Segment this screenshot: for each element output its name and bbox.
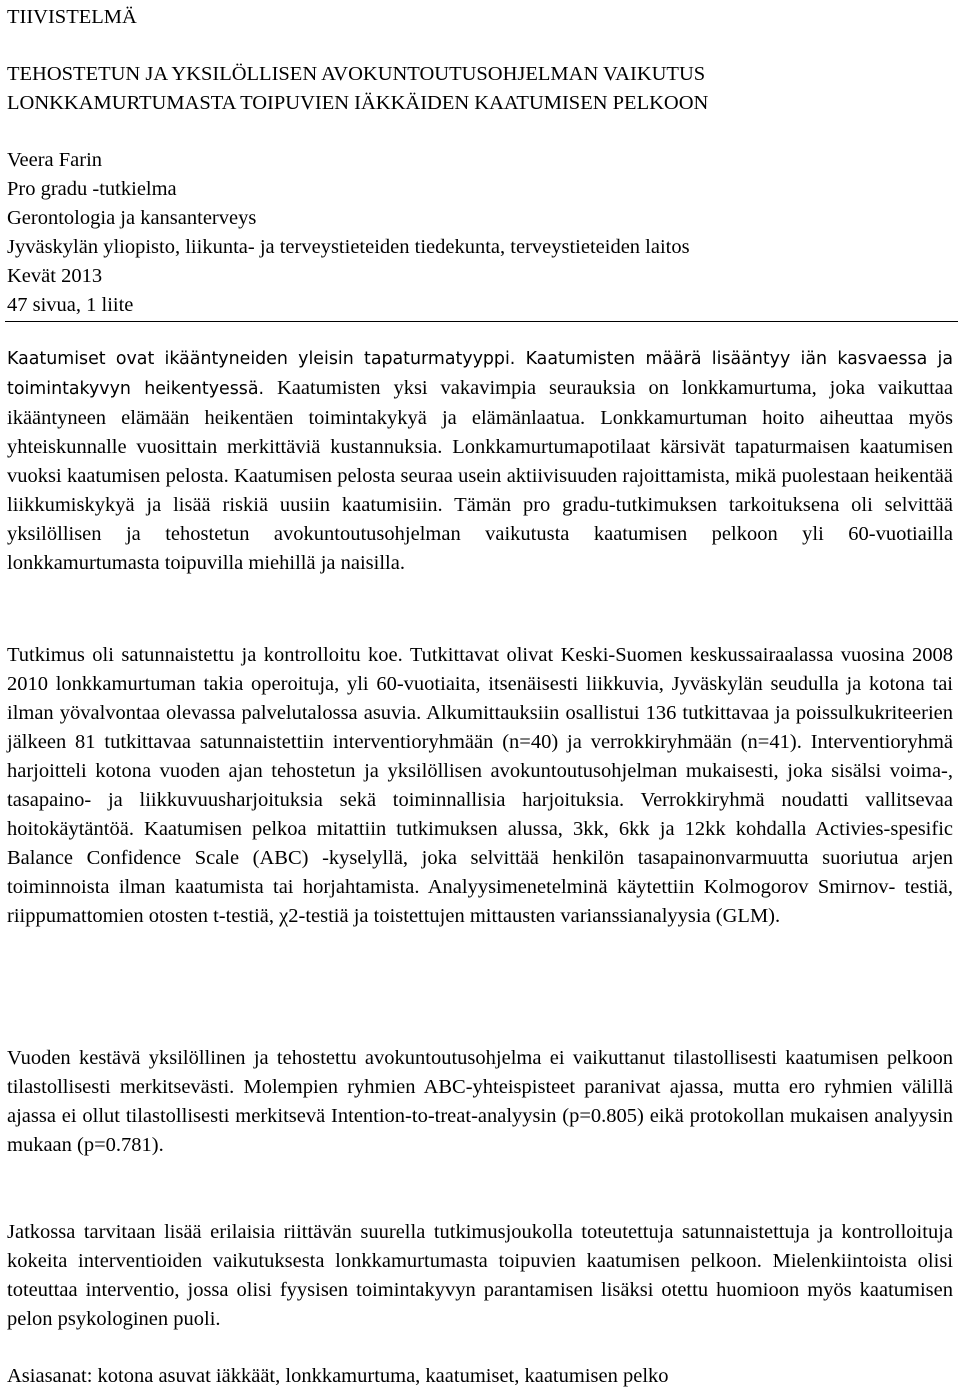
paragraph-results: Vuoden kestävä yksilöllinen ja tehostettu avokuntoutusohjelma ei vaikuttanut tilastollisesti kaatumisen pelkoon tilastollisesti merkitsevästi. Molempien ryhmien ABC-yhteispisteet paranivat ajassa, mutta ero ryhmien välillä ajassa ei ollut tilastollisesti merkitsevä Intention-to-treat-analyysin (p=0.805) eikä protokollan mukaisen analyysin mukaan (p=0.781).: [7, 1047, 953, 1156]
subject-field: Gerontologia ja kansanterveys: [7, 207, 257, 229]
paragraph-background-body: Kaatumisten yksi vakavimpia seurauksia on lonkkamurtuma, joka vaikuttaa ikääntyneen elämään heikentäen toimintakykyä ja elämänlaatua. Lonkkamurtuman hoito aiheuttaa myös yhteiskunnalle vuosittain merkittäviä kustannuksia. Lonkkamurtumapotilaat kärsivät tapaturmaisen kaatumisen vuoksi kaatumisen pelosta. Kaatumisen pelosta seuraa usein aktiivisuuden rajoittamista, mikä puolestaan heikentää liikkumiskykyä ja lisää riskiä uusiin kaatumisiin. Tämän pro gradu-tutkimuksen tarkoituksena oli selvittää yksilöllisen ja tehostetun avokuntoutusohjelman vaikutusta kaatumisen pelkoon yli 60-vuotiailla lonkkamurtumasta toipuvilla miehillä ja naisilla.: [7, 377, 953, 574]
keywords: Asiasanat: kotona asuvat iäkkäät, lonkkamurtuma, kaatumiset, kaatumisen pelko: [7, 1365, 669, 1387]
title-line: LONKKAMURTUMASTA TOIPUVIEN IÄKKÄIDEN KAATUMISEN PELKOON: [7, 92, 709, 114]
abstract-heading: TIIVISTELMÄ: [7, 6, 137, 28]
institution: Jyväskylän yliopisto, liikunta- ja terveystieteiden tiedekunta, terveystieteiden laitos: [7, 236, 690, 258]
thesis-type: Pro gradu -tutkielma: [7, 178, 177, 200]
page-count: 47 sivua, 1 liite: [7, 294, 134, 316]
paragraph-methods: Tutkimus oli satunnaistettu ja kontrolloitu koe. Tutkittavat olivat Keski-Suomen keskussairaalassa vuosina 2008 2010 lonkkamurtuman takia operoituja, yli 60-vuotiaita, itsenäisesti liikkuvia, Jyväskylän seudulla ja kotona tai ilman yövalvontaa olevassa palvelutalossa asuvia. Alkumittauksiin osallistui 136 tutkittavaa ja poissulkukriteerien jälkeen 81 tutkittavaa satunnaistettiin interventioryhmään (n=40) ja verrokkiryhmään (n=41). Interventioryhmä harjoitteli kotona vuoden ajan tehostetun ja yksilöllisen avokuntoutusohjelman mukaisesti, joka sisälsi voima-, tasapaino- ja liikkuvuusharjoituksia sekä toiminnallisia harjoituksia. Verrokkiryhmä noudatti vallitsevaa hoitokäytäntöä. Kaatumisen pelkoa mitattiin tutkimuksen alussa, 3kk, 6kk ja 12kk kohdalla Activies-spesific Balance Confidence Scale (ABC) -kyselyllä, joka selvittää henkilön tasapainonvarmuutta suoriutua arjen toiminnoista ilman kaatumista tai horjahtamista. Analyysimenetelminä käytettiin Kolmogorov Smirnov- testiä, riippumattomien otosten t-testiä, χ2-testiä ja toistettujen mittausten varianssianalyysia (GLM).: [7, 644, 953, 927]
thesis-title: [7, 60, 708, 118]
paragraph-background-lead: Kaatumiset ovat ikääntyneiden yleisin tapaturmatyyppi. Kaatumisten määrä lisääntyy iän kasvaessa ja toimintakyvyn heikentyessä.: [7, 349, 953, 399]
paragraph-conclusion: Jatkossa tarvitaan lisää erilaisia riittävän suurella tutkimusjoukolla toteutettuja satunnaistettuja ja kontrolloituja kokeita interventioiden vaikutuksesta lonkkamurtumasta toipuvien kaatumisen pelkoon. Mielenkiintoista olisi toteuttaa interventio, jossa olisi fyysisen toimintakyvyn parantamisen lisäksi otettu huomioon myös kaatumisen pelon psykologinen puoli.: [7, 1221, 953, 1330]
term: Kevät 2013: [7, 265, 103, 287]
divider-rule: [5, 321, 958, 322]
author-name: Veera Farin: [7, 149, 103, 171]
title-line: TEHOSTETUN JA YKSILÖLLISEN AVOKUNTOUTUSOHJELMAN VAIKUTUS: [7, 63, 706, 85]
thesis-meta: [7, 146, 690, 320]
paragraph-background: [7, 344, 953, 578]
